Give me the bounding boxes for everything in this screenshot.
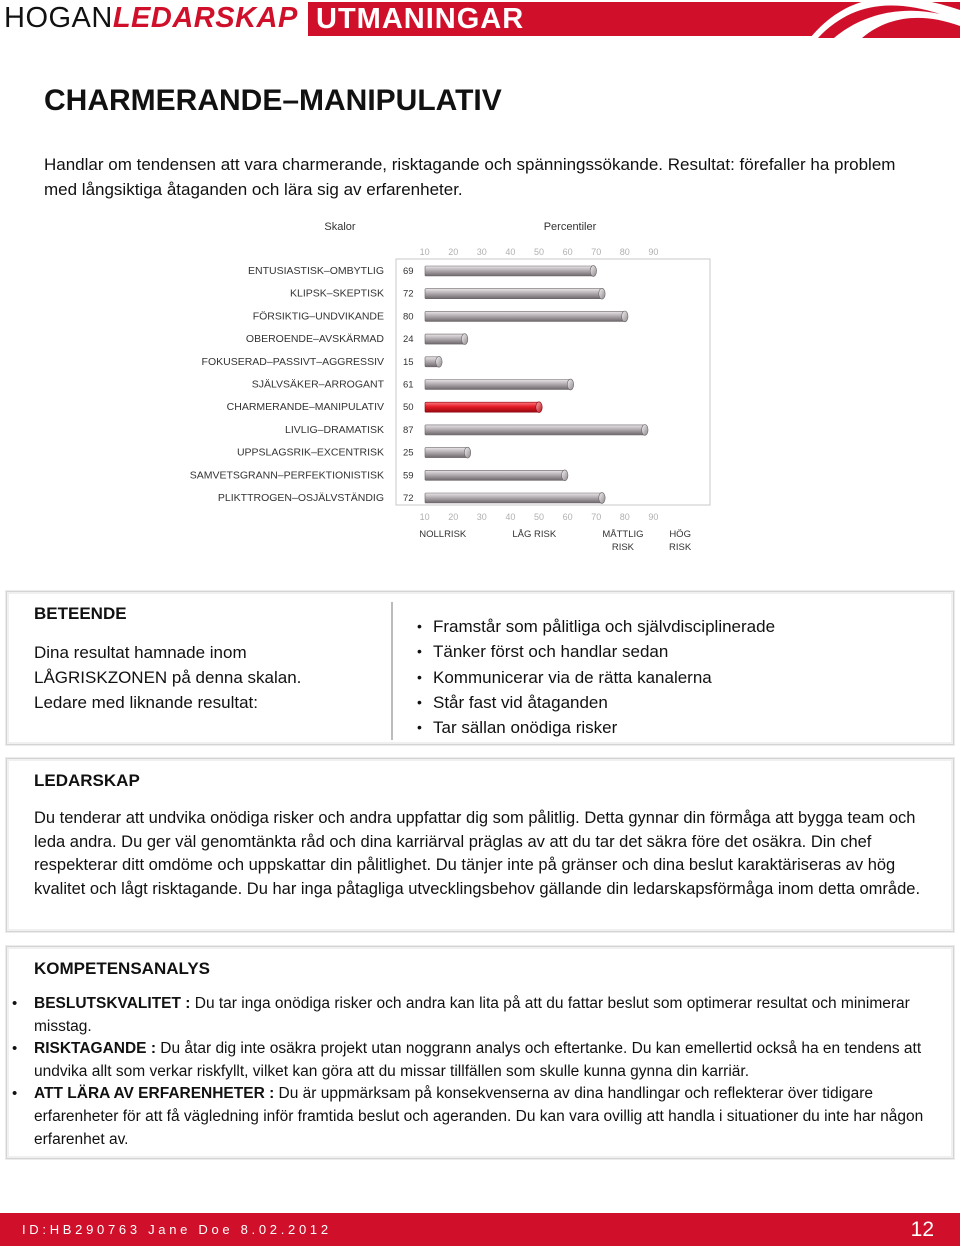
scale-label: ENTUSIASTISK–OMBYTLIG: [248, 265, 384, 277]
competence-heading: KOMPETENSANALYS: [34, 959, 211, 978]
scale-value: 24: [403, 334, 414, 346]
chart-row: [237, 447, 471, 459]
scale-value: 69: [403, 266, 414, 277]
percentiles-header: Percentiler: [543, 221, 597, 233]
scale-label: KLIPSK–SKEPTISK: [290, 287, 384, 300]
participant-id: ID:HB290763 Jane Doe 8.02.2012: [22, 1222, 332, 1237]
bar: [425, 289, 602, 299]
behavior-box: [6, 591, 954, 745]
bar-end-cap: [622, 311, 628, 322]
brand-logo: [4, 0, 298, 36]
risk-zone-label-line: RISK: [611, 542, 635, 553]
bar: [425, 470, 565, 480]
bar: [425, 448, 468, 458]
competence-item: [12, 1083, 924, 1151]
tick-label-bottom: 30: [476, 512, 487, 522]
bar-end-cap: [642, 425, 648, 436]
bar-end-cap: [599, 288, 605, 299]
bar: [425, 402, 539, 412]
bar: [425, 425, 645, 435]
chart-row: [285, 424, 648, 436]
page-number: 12: [910, 1218, 934, 1241]
chart-row: [253, 310, 628, 322]
scales-header: Skalor: [324, 221, 356, 233]
bullet-icon: •: [12, 1040, 18, 1058]
scale-label: FOKUSERAD–PASSIVT–AGGRESSIV: [201, 355, 384, 368]
intro-text: Handlar om tendensen att vara charmerande, risktagande och spänningssökande. Resultat: förefaller ha problem med långsiktiga åtaganden och lära sig av erfarenheter.: [44, 155, 896, 199]
chart-row: [218, 492, 605, 504]
tick-label-bottom: 90: [648, 512, 659, 522]
tick-label-bottom: 60: [562, 512, 573, 522]
competence-term: BESLUTSKVALITET :: [34, 995, 191, 1012]
scale-value: 61: [403, 379, 414, 391]
bar-end-cap: [536, 402, 542, 413]
scale-value: 15: [403, 356, 414, 368]
competence-box: [6, 946, 954, 1159]
behavior-text: Dina resultat hamnade inom LÅGRISKZONEN på denna skalan. Ledare med liknande resultat:: [34, 643, 302, 712]
competence-term: RISKTAGANDE :: [34, 1040, 156, 1058]
risk-zone-label-line: RISK: [669, 542, 692, 553]
risk-zone-label: [602, 529, 643, 553]
competence-text: Du åtar dig inte osäkra projekt utan noggrann analys och eftertanke. Du kan emellertid också ha en tendens att undvika allt som verkar riskfyllt, vilket kan göra att du missar tillfällen som skulle kunna gynna din karriär.: [34, 1040, 922, 1080]
competence-term: ATT LÄRA AV ERFARENHETER :: [34, 1085, 275, 1103]
behavior-list: [417, 614, 775, 740]
tick-label-top: 20: [448, 247, 459, 257]
competence-text: Du tar inga onödiga risker och andra kan lita på att du fattar beslut som optimerar resultat och minimerar misstag.: [34, 995, 910, 1035]
leadership-box: [6, 758, 954, 932]
tick-label-bottom: 10: [419, 512, 430, 522]
risk-zone-label-line: NOLLRISK: [419, 529, 467, 540]
scale-value: 72: [403, 493, 414, 504]
scale-value: 87: [403, 424, 414, 436]
scale-label: FÖRSIKTIG–UNDVIKANDE: [252, 310, 384, 323]
leadership-heading: LEDARSKAP: [34, 771, 140, 790]
competence-item: [12, 993, 924, 1038]
leadership-text: Du tenderar att undvika onödiga risker och andra uppfattar dig som pålitlig. Detta gynnar din förmåga att bygga team och leda andra. Du ger väl genomtänkta råd och dina karriärval präglas av att du tar det säkra före det osäkra. Din chef respekterar ditt omdöme och uppskattar din pålitlighet. Du tänjer inte på gränser och dina beslut karaktäriseras av hög kvalitet och lågt risktagande. Du har inga påtagliga utvecklingsbehov gällande din ledarskapsförmåga inom detta område.: [34, 809, 921, 898]
tick-label-top: 40: [505, 247, 516, 257]
tick-label-top: 50: [533, 247, 545, 257]
bar-end-cap: [436, 356, 442, 367]
behavior-item: • Tänker först och handlar sedan: [417, 639, 775, 664]
bar-end-cap: [590, 266, 596, 277]
competence-text: Du är uppmärksam på konsekvenserna av dina handlingar och reflekterar över tidigare erfarenheter för att få vägledning inför framtida beslut och ageranden. Du kan vara ovillig att handla i situationer du inte har någon erfarenhet av.: [34, 1085, 924, 1148]
bar: [425, 311, 625, 321]
behavior-item: • Står fast vid åtaganden: [417, 690, 775, 715]
chart-row: [246, 333, 468, 345]
bar: [425, 334, 465, 344]
risk-zone-label: [512, 529, 556, 540]
bottom-tick-axis: [420, 512, 659, 522]
scale-value: 25: [403, 447, 414, 459]
bar-end-cap: [567, 379, 573, 390]
scale-label: SJÄLVSÄKER–ARROGANT: [251, 378, 384, 391]
bar-end-cap: [599, 493, 605, 504]
bar-end-cap: [464, 447, 470, 458]
tick-label-top: 30: [476, 247, 487, 257]
risk-zone-label-line: HÖG: [669, 529, 691, 540]
behavior-item: • Framstår som pålitliga och självdisciplinerade: [417, 614, 775, 639]
tick-label-top: 60: [562, 247, 573, 257]
bar-end-cap: [461, 334, 467, 345]
chart-row: [252, 379, 574, 391]
tick-label-bottom: 20: [448, 512, 459, 522]
scale-value: 72: [403, 288, 414, 300]
tick-label-bottom: 40: [505, 512, 516, 522]
scale-value: 59: [403, 470, 414, 482]
bar: [425, 380, 570, 390]
scale-value: 50: [403, 402, 414, 414]
tick-label-bottom: 80: [619, 512, 630, 522]
footer-bar: [0, 1213, 960, 1246]
chart-row: [202, 356, 443, 368]
percentile-chart: [0, 215, 960, 565]
scale-label: SAMVETSGRANN–PERFEKTIONISTISK: [189, 469, 384, 482]
competence-item: [12, 1038, 924, 1083]
behavior-divider: [391, 602, 393, 740]
risk-zone-label-line: MÅTTLIG: [602, 529, 644, 540]
tick-label-top: 70: [591, 247, 602, 257]
tick-label-top: 90: [648, 247, 659, 257]
scale-value: 80: [403, 311, 414, 323]
scale-label: CHARMERANDE–MANIPULATIV: [226, 401, 384, 414]
behavior-item: • Tar sällan onödiga risker: [417, 715, 775, 740]
bar: [425, 266, 593, 276]
bullet-icon: •: [12, 995, 18, 1012]
scale-label: OBEROENDE–AVSKÄRMAD: [245, 333, 384, 346]
risk-zone-label: [669, 529, 692, 553]
page-title: CHARMERANDE–MANIPULATIV: [44, 84, 502, 117]
scale-label: UPPSLAGSRIK–EXCENTRISK: [236, 446, 384, 459]
chart-row: [290, 288, 605, 300]
risk-zone-label: [419, 529, 467, 540]
tick-label-bottom: 50: [533, 512, 545, 522]
chart-row: [190, 469, 568, 481]
bar: [425, 493, 602, 503]
competence-list: [12, 993, 924, 1151]
top-tick-axis: [420, 247, 659, 257]
behavior-heading: BETEENDE: [34, 604, 127, 623]
brand-swoosh-icon: [810, 0, 960, 40]
bullet-icon: •: [12, 1085, 18, 1103]
tick-label-top: 10: [419, 247, 430, 257]
scale-label: PLIKTTROGEN–OSJÄLVSTÄNDIG: [217, 492, 384, 504]
section-title: UTMANINGAR: [316, 3, 525, 35]
scale-label: LIVLIG–DRAMATISK: [284, 423, 384, 436]
behavior-item: • Kommunicerar via de rätta kanalerna: [417, 665, 775, 690]
chart-row: [227, 401, 543, 413]
brand-part-hogan: HOGAN: [4, 2, 113, 34]
tick-label-bottom: 70: [591, 512, 602, 522]
tick-label-top: 80: [619, 247, 630, 257]
risk-zone-labels: [419, 529, 692, 553]
brand-part-ledarskap: LEDARSKAP: [112, 2, 298, 34]
risk-zone-label-line: LÅG RISK: [512, 529, 557, 540]
bar-end-cap: [562, 470, 568, 481]
